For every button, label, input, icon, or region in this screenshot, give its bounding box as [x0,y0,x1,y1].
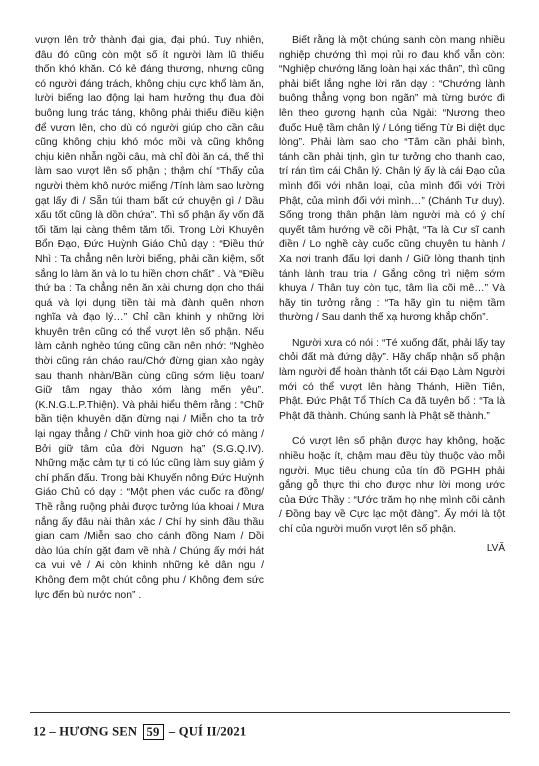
left-column [35,34,264,603]
right-paragraph-3: Có vượt lên số phận được hay không, hoặc nhiều hoặc ít, chậm mau đều tùy thuộc vào mỗi người. Mục tiêu chung của tín đồ PGHH phải gắng gỗ thực thi cho được như lời mong ước của Đức Thầy : “Ước trăm họ nhẹ mình cõi cảnh / Đồng bay về Cực lạc một đàng”. Ấy mới là tột chí của người muốn vượt lên số phận. [279,436,505,535]
issue-number-box: 59 [143,724,164,740]
right-paragraph-1: Biết rằng là một chúng sanh còn mang nhiều nghiệp chướng thì mọi rủi ro đau khổ vẫn còn: “Nghiệp chướng lăng loàn hại xác thân”, thì cũng phải biết lắng nghe lời răn dạy : “Chướng lành buông thẳng vọng bon ngãn” mà từng bước đi lên theo gương hạnh của Ngài: “Nương theo đuốc Huệ tầm chân lý / Lóng tiếng Từ Bi diệt dục lòng”. Phải làm sao cho “Tâm cần phải bình, tánh cần phải tịnh, gìn tư tưởng cho thanh cao, trí rán tìm cái Chân lý. Chân lý ấy là cái Đạo của mình đối với nhân loại, của mình đối với Trời Phật, của mình đối với mình…” (Chánh Tư duy). Sống trong thân phận làm người mà có ý chí quyết tâm hướng về cõi Phật, “Ta là Cư sĩ canh điền / Lo nghề cày cuốc cũng chuyên tu hành / Xa nơi tranh đấu lợi danh / Giữ lòng thanh tịnh tánh lành trau tria / Gắng công trì niệm sớm khuya / Thân tuy còn tục, tâm lìa cõi mê…” Và hãy tin tưởng rằng : “Ta hãy gìn tu niệm tầm thường / Sau danh thế xạ hương khắp chốn”. [279,35,505,324]
author-signature: LVĂ [486,542,505,554]
left-paragraph-1: vượn lên trở thành đại gia, đại phú. Tuy nhiên, đâu đó cũng còn một số ít người làm lũ thiếu thốn khó khăn. Có kẻ đáng thương, nhưng cũng có người đáng trách, không chịu cực khổ làm ăn, lười biếng lao động lại ham hưởng thụ đua đòi buông lung trác táng, không phải thiếu điều kiện để vươn lên, cho dù có người giúp cho cần câu cũng không chịu khó móc mồi và cũng không chịu kiên nhẫn ngồi câu, mà chỉ đòi ăn cá, thế thì làm sao vượt lên số phận ; thậm chí “Thấy của người thèm khô nước miếng /Tính làm sao lường gạt lấy đi / Sẵn túi tham bất cứ chuyện gì / Dầu xấu tốt cũng là dồn chứa”. Thì số phận ấy vốn đã tối tăm lại càng thêm tăm tối. Trong Lời Khuyên Bổn Đạo, Đức Huỳnh Giáo Chủ dạy : “Điều thứ Nhì : Ta chẳng nên lười biếng, phải cần kiệm, sốt sắng lo làm ăn và lo tu hiền chơn chất” . Và “Điều thứ ba : Ta chẳng nên ăn xài chưng dọn cho thái quá và lợi dụng tiền tài mà đành quên nhơn nghĩa và đạo lý…” Chỉ cần khinh y những lời khuyên trên cũng có thể vượt lên số phận. Nếu làm cảnh nghèo túng cũng cần nên nhớ: “Nghèo thời cũng rán cháo rau/Chớ đừng gian xảo ngày sau thanh nhàn/Bần cùng cũng sớm liệu toan/ Giữ tâm ngay thảo xóm làng mến yêu”. (K.N.G.L.P.Thiện). Và phải hiểu thêm rằng : “Chữ bần tiện khuyên dặn đừng nại / Miễn cho ta trở lại ngay thẳng / Chữ vinh hoa giờ chớ có màng / Bởi giữ tâm của đời Nguơn hạ” (S.G.Q.IV). Những mặc cảm tự ti có lúc cũng làm suy giảm ý chí phấn đấu. Trong bài Khuyến nông Đức Huỳnh Giáo Chủ có dạy : “Một phen vác cuốc ra đồng/ Thề rằng ruộng phải được tưởng lúa khoai / Mưa nắng ấy đâu nài thân xác / Chí hy sinh đầu thầu gian cam /Miễn sao cho cánh đồng Nam / Dồi dào lúa chín gặt đam về nhà / Chúng ấy mới hát ca vui vẻ / Ai còn khinh những kẻ dân ngu / Không đem một chút công phu / Không đem sức lực đến bù nước non” . [35,35,264,601]
footer-rule [30,712,510,713]
footer-dash: – [168,724,176,739]
issue-quarter: QUÍ II/2021 [178,724,247,739]
page-footer [33,724,246,740]
right-column [279,34,505,556]
magazine-name: HƯƠNG SEN [59,724,138,739]
footer-dash: – [49,724,56,739]
right-paragraph-2: Người xưa có nói : “Té xuống đất, phải lấy tay chỏi đất mà đứng dậy”. Hãy chấp nhận số phận làm người để hoàn thành tốt cái Đạo Làm Người mới có thể vượt lên hàng Thánh, Hiền Tiên, Phật. Đức Phật Tổ Thích Ca đã tuyên bố : “Ta là Phật đã thành. Chúng sanh là Phật sẽ thành.” [279,337,505,422]
page-number: 12 [33,724,46,739]
